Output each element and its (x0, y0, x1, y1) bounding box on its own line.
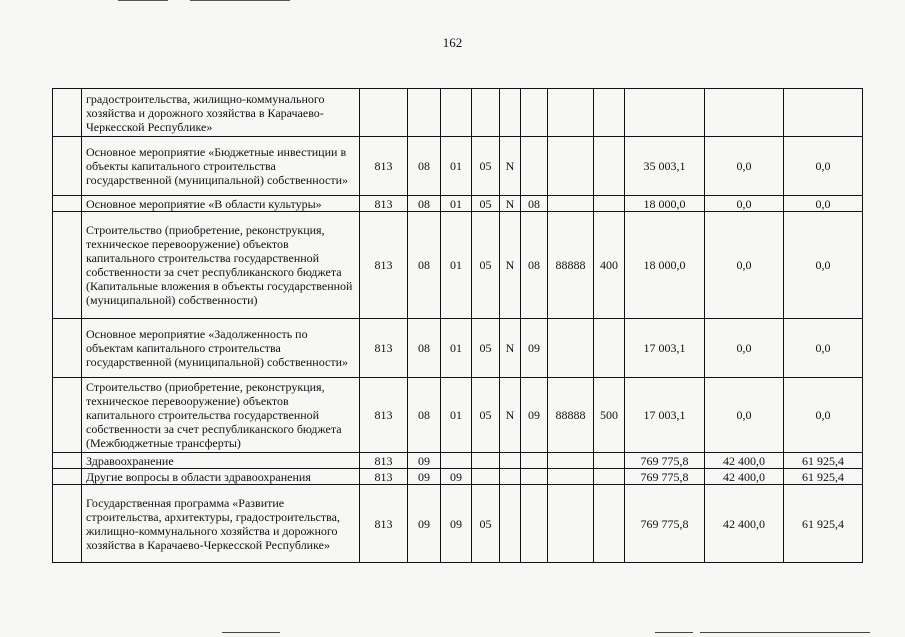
grbs-code: 813 (360, 378, 408, 453)
target-code-program (472, 469, 500, 485)
subsection-code: 01 (441, 212, 472, 319)
sum-year-3: 0,0 (784, 378, 863, 453)
margin-cell (53, 196, 82, 212)
subsection-code: 09 (441, 469, 472, 485)
target-code-letter: N (500, 378, 521, 453)
top-edge-rule (190, 0, 290, 1)
target-code-direction (548, 319, 594, 378)
target-code-direction (548, 196, 594, 212)
target-code-event (521, 485, 548, 563)
subsection-code: 09 (441, 485, 472, 563)
target-code-program (472, 89, 500, 137)
margin-cell (53, 485, 82, 563)
expense-type-code (594, 485, 625, 563)
expense-type-code: 400 (594, 212, 625, 319)
row-name: Строительство (приобретение, реконструкция, техническое перевооружение) объектов капитального строительства государственной собственности за счет республиканского бюджета (Межбюджетные трансферты) (82, 378, 360, 453)
table-row (53, 485, 863, 563)
target-code-program (472, 453, 500, 469)
target-code-event (521, 137, 548, 196)
table-row (53, 378, 863, 453)
sum-year-3: 0,0 (784, 137, 863, 196)
table-row (53, 137, 863, 196)
grbs-code: 813 (360, 469, 408, 485)
sum-year-1: 769 775,8 (625, 453, 705, 469)
sum-year-2: 0,0 (705, 319, 784, 378)
target-code-event: 09 (521, 319, 548, 378)
section-code: 09 (408, 453, 441, 469)
subsection-code: 01 (441, 378, 472, 453)
grbs-code: 813 (360, 453, 408, 469)
target-code-event (521, 89, 548, 137)
sum-year-3 (784, 89, 863, 137)
sum-year-2: 42 400,0 (705, 453, 784, 469)
row-name: Основное мероприятие «Задолженность по объектам капитального строительства государственной (муниципальной) собственности» (82, 319, 360, 378)
bottom-edge-rule (222, 632, 280, 633)
sum-year-2: 0,0 (705, 212, 784, 319)
target-code-program: 05 (472, 196, 500, 212)
table-row (53, 89, 863, 137)
bottom-edge-rule (655, 632, 693, 633)
table-row (53, 469, 863, 485)
target-code-event (521, 469, 548, 485)
subsection-code (441, 89, 472, 137)
margin-cell (53, 137, 82, 196)
margin-cell (53, 89, 82, 137)
target-code-letter: N (500, 319, 521, 378)
sum-year-1: 17 003,1 (625, 378, 705, 453)
target-code-program: 05 (472, 378, 500, 453)
grbs-code: 813 (360, 319, 408, 378)
target-code-direction (548, 89, 594, 137)
section-code: 08 (408, 319, 441, 378)
sum-year-3: 0,0 (784, 196, 863, 212)
grbs-code: 813 (360, 196, 408, 212)
section-code: 08 (408, 212, 441, 319)
sum-year-1: 35 003,1 (625, 137, 705, 196)
section-code: 08 (408, 378, 441, 453)
target-code-direction (548, 485, 594, 563)
target-code-letter: N (500, 137, 521, 196)
row-name: Основное мероприятие «В области культуры» (82, 196, 360, 212)
target-code-program: 05 (472, 137, 500, 196)
margin-cell (53, 319, 82, 378)
target-code-letter (500, 469, 521, 485)
target-code-program: 05 (472, 212, 500, 319)
section-code (408, 89, 441, 137)
sum-year-2: 42 400,0 (705, 469, 784, 485)
sum-year-1: 18 000,0 (625, 196, 705, 212)
top-edge-rule (118, 0, 168, 1)
sum-year-3: 61 925,4 (784, 469, 863, 485)
sum-year-3: 0,0 (784, 319, 863, 378)
table-row (53, 196, 863, 212)
target-code-letter: N (500, 212, 521, 319)
section-code: 08 (408, 137, 441, 196)
sum-year-2: 0,0 (705, 196, 784, 212)
sum-year-1: 17 003,1 (625, 319, 705, 378)
target-code-direction (548, 137, 594, 196)
bottom-edge-rule (700, 632, 870, 633)
grbs-code (360, 89, 408, 137)
grbs-code: 813 (360, 137, 408, 196)
sum-year-2 (705, 89, 784, 137)
expense-type-code: 500 (594, 378, 625, 453)
sum-year-2: 0,0 (705, 137, 784, 196)
grbs-code: 813 (360, 212, 408, 319)
target-code-program: 05 (472, 319, 500, 378)
budget-table (52, 88, 863, 563)
sum-year-1: 769 775,8 (625, 485, 705, 563)
expense-type-code (594, 469, 625, 485)
sum-year-3: 61 925,4 (784, 453, 863, 469)
target-code-event: 09 (521, 378, 548, 453)
expense-type-code (594, 453, 625, 469)
target-code-program: 05 (472, 485, 500, 563)
table-row (53, 212, 863, 319)
expense-type-code (594, 137, 625, 196)
target-code-letter (500, 453, 521, 469)
section-code: 09 (408, 469, 441, 485)
table-row (53, 453, 863, 469)
target-code-letter (500, 485, 521, 563)
target-code-event: 08 (521, 212, 548, 319)
sum-year-1 (625, 89, 705, 137)
sum-year-3: 61 925,4 (784, 485, 863, 563)
row-name: градостроительства, жилищно-коммунального хозяйства и дорожного хозяйства в Карачаево-Черкесской Республике» (82, 89, 360, 137)
row-name: Другие вопросы в области здравоохранения (82, 469, 360, 485)
expense-type-code (594, 89, 625, 137)
target-code-direction: 88888 (548, 212, 594, 319)
sum-year-1: 769 775,8 (625, 469, 705, 485)
target-code-letter (500, 89, 521, 137)
row-name: Строительство (приобретение, реконструкция, техническое перевооружение) объектов капитального строительства государственной собственности за счет республиканского бюджета (Капитальные вложения в объекты государственной (муниципальной) собственности) (82, 212, 360, 319)
subsection-code: 01 (441, 319, 472, 378)
section-code: 09 (408, 485, 441, 563)
subsection-code (441, 453, 472, 469)
page-number: 162 (442, 35, 463, 50)
target-code-direction (548, 453, 594, 469)
table-row (53, 319, 863, 378)
target-code-letter: N (500, 196, 521, 212)
subsection-code: 01 (441, 137, 472, 196)
sum-year-2: 0,0 (705, 378, 784, 453)
margin-cell (53, 378, 82, 453)
sum-year-2: 42 400,0 (705, 485, 784, 563)
sum-year-3: 0,0 (784, 212, 863, 319)
row-name: Основное мероприятие «Бюджетные инвестиции в объекты капитального строительства государственной (муниципальной) собственности» (82, 137, 360, 196)
section-code: 08 (408, 196, 441, 212)
target-code-event (521, 453, 548, 469)
margin-cell (53, 453, 82, 469)
expense-type-code (594, 196, 625, 212)
target-code-event: 08 (521, 196, 548, 212)
row-name: Здравоохранение (82, 453, 360, 469)
sum-year-1: 18 000,0 (625, 212, 705, 319)
subsection-code: 01 (441, 196, 472, 212)
grbs-code: 813 (360, 485, 408, 563)
target-code-direction: 88888 (548, 378, 594, 453)
expense-type-code (594, 319, 625, 378)
margin-cell (53, 469, 82, 485)
row-name: Государственная программа «Развитие строительства, архитектуры, градостроительства, жилищно-коммунального хозяйства и дорожного хозяйства в Карачаево-Черкесской Республике» (82, 485, 360, 563)
margin-cell (53, 212, 82, 319)
target-code-direction (548, 469, 594, 485)
